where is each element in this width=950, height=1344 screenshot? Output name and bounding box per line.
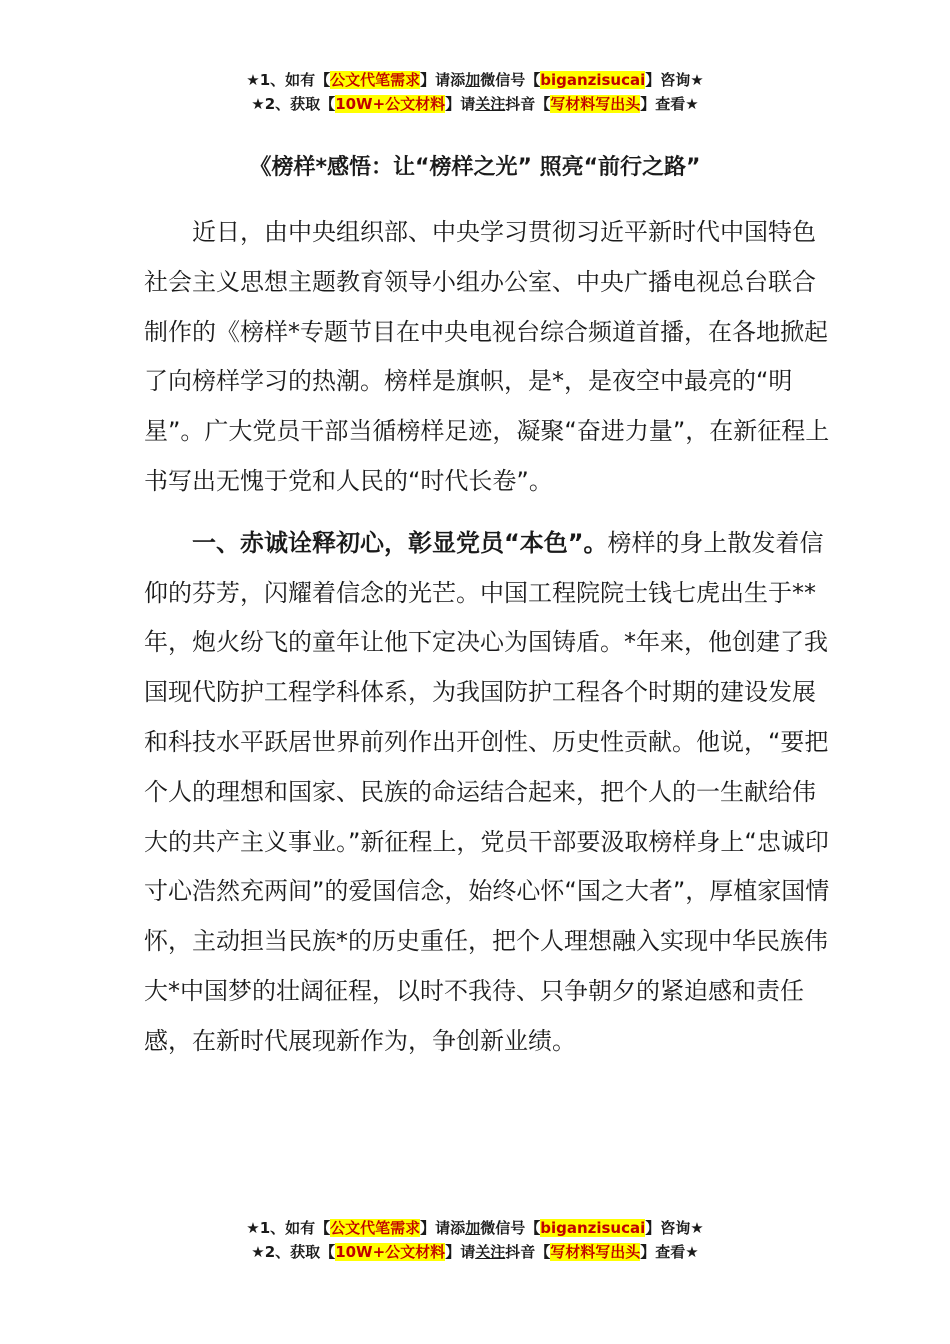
banner-line-1 [0,68,950,92]
section-text: 榜样的身上散发着信仰的芬芳，闪耀着信念的光芒。中国工程院院士钱七虎出生于**年，炮火纷飞的童年让他下定决心为国铸盾。*年来，他创建了我国现代防护工程学科体系，为我国防护工程各个时期的建设发展和科技水平跃居世界前列作出开创性、历史性贡献。他说，“要把个人的理想和国家、民族的命运结合起来，把个人的一生献给伟大的共产主义事业。”新征程上，党员干部要汲取榜样身上“忠诚印寸心浩然充两间”的爱国信念，始终心怀“国之大者”，厚植家国情怀，主动担当民族*的历史重任，把个人理想融入实现中华民族伟大*中国梦的壮阔征程，以时不我待、只争朝夕的紧迫感和责任感，在新时代展现新作为，争创新业绩。 [144,528,830,1055]
banner-line-2 [0,92,950,116]
banner-text: 】咨询★ [645,1219,704,1237]
banner-highlight: biganzisucai [540,1219,646,1237]
header-banner [0,68,950,116]
banner-text: 抖音【 [505,95,551,113]
banner-line-2 [0,1240,950,1264]
banner-text: 】查看★ [640,95,699,113]
banner-text: 微信号【 [480,71,541,89]
banner-underlined: 关注 [475,1243,506,1261]
banner-highlight: 10W+公文材料 [335,95,446,113]
banner-text: 】请 [445,1243,476,1261]
banner-underlined: 加 [465,71,481,89]
paragraph-section-one [144,519,834,1067]
banner-line-1 [0,1216,950,1240]
banner-text: 】查看★ [640,1243,699,1261]
banner-text: ★2、获取【 [251,95,336,113]
banner-highlight: 写材料写出头 [550,95,641,113]
footer-banner [0,1216,950,1264]
document-body [144,208,834,1067]
banner-highlight: 写材料写出头 [550,1243,641,1261]
banner-text: 】咨询★ [645,71,704,89]
paragraph-intro: 近日，由中央组织部、中央学习贯彻习近平新时代中国特色社会主义思想主题教育领导小组办公室、中央广播电视总台联合制作的《榜样*专题节目在中央电视台综合频道首播，在各地掀起了向榜样学习的热潮。榜样是旗帜，是*，是夜空中最亮的“明星”。广大党员干部当循榜样足迹，凝聚“奋进力量”，在新征程上书写出无愧于党和人民的“时代长卷”。 [144,218,830,495]
banner-text: 】请 [445,95,476,113]
banner-text: ★1、如有【 [246,71,331,89]
banner-text: 】请添 [420,71,466,89]
banner-text: ★1、如有【 [246,1219,331,1237]
banner-text: ★2、获取【 [251,1243,336,1261]
banner-highlight: 10W+公文材料 [335,1243,446,1261]
banner-text: 】请添 [420,1219,466,1237]
banner-underlined: 关注 [475,95,506,113]
banner-highlight: biganzisucai [540,71,646,89]
banner-highlight: 公文代笔需求 [330,1219,421,1237]
document-title: 《榜样*感悟：让“榜样之光” 照亮“前行之路” [249,155,701,180]
banner-text: 抖音【 [505,1243,551,1261]
banner-text: 微信号【 [480,1219,541,1237]
banner-underlined: 加 [465,1219,481,1237]
banner-highlight: 公文代笔需求 [330,71,421,89]
section-heading: 一、赤诚诠释初心，彰显党员“本色”。 [192,528,608,557]
